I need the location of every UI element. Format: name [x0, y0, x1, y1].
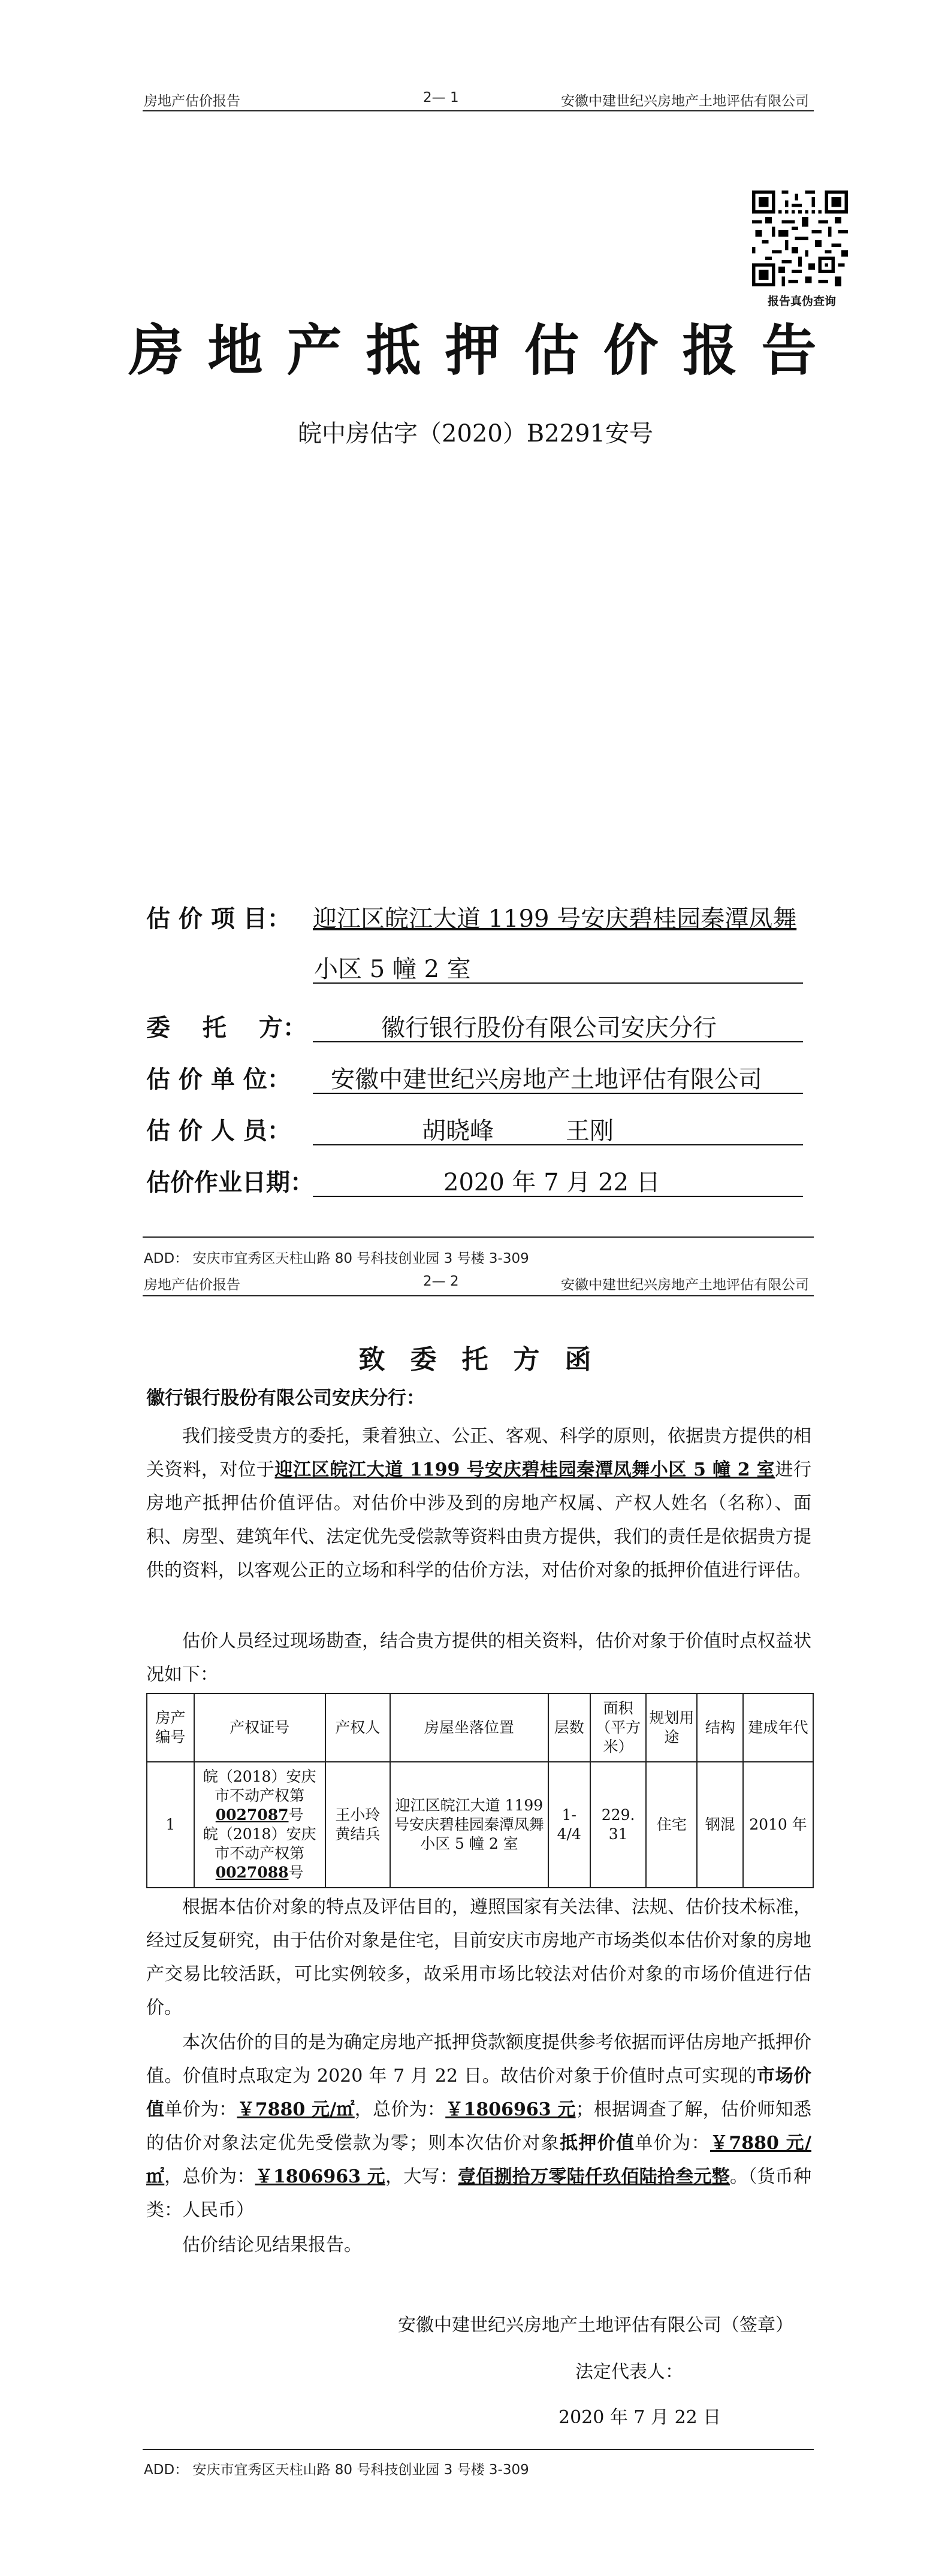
client-value: 徽行银行股份有限公司安庆分行 — [381, 1014, 717, 1042]
footer-address: ADD： 安庆市宜秀区天柱山路 80 号科技创业园 3 号楼 3-309 — [144, 2462, 529, 2478]
mortgage-total-uppercase: 壹佰捌拾万零陆仟玖佰陆拾叁元整 — [458, 2166, 730, 2187]
cert-suffix-1: 号 — [288, 1806, 304, 1824]
th-use: 规划用途 — [646, 1694, 697, 1762]
work-date-value: 2020 年 7 月 22 日 — [443, 1169, 660, 1196]
project-label: 估 价 项 目： — [146, 905, 291, 933]
th-floors: 层数 — [548, 1694, 590, 1762]
th-built: 建成年代 — [743, 1694, 813, 1762]
th-area: 面积（平方米） — [590, 1694, 647, 1762]
footer-rule — [143, 1236, 814, 1238]
p4-uppercase-label: ，大写： — [385, 2166, 458, 2187]
p4-unit-label: 单价为： — [164, 2099, 237, 2120]
cell-floors: 1-4/4 — [548, 1762, 590, 1888]
salutation: 徽行银行股份有限公司安庆分行： — [146, 1387, 425, 1409]
cert-line-2: 皖（2018）安庆市不动产权第 — [203, 1825, 316, 1862]
header-left: 房地产估价报告 — [144, 93, 240, 109]
qr-label: 报告真伪查询 — [767, 295, 836, 308]
p3-text: 根据本估价对象的特点及评估目的，遵照国家有关法律、法规、估价技术标准，经过反复研究，由于估价对象是住宅，目前安庆市房地产市场类似本估价对象的房地产交易比较活跃，可比实例较多，故采用市场比较法对估价对象的市场价值进行估价。 — [146, 1897, 811, 2018]
p4-currency: 。（货币种类：人民币） — [146, 2166, 812, 2221]
cert-number-2: 0027088 — [215, 1864, 289, 1881]
header-right: 安徽中建世纪兴房地产土地评估有限公司 — [561, 1277, 809, 1293]
cell-cert — [194, 1762, 325, 1888]
header-left: 房地产估价报告 — [144, 1277, 240, 1293]
project-underline — [313, 982, 803, 984]
th-owner: 产权人 — [325, 1694, 390, 1762]
appraiser-unit-label: 估 价 单 位： — [146, 1066, 291, 1093]
cell-owners: 王小玲 黄结兵 — [325, 1762, 390, 1888]
header-rule — [143, 110, 814, 111]
project-value-line1: 迎江区皖江大道 1199 号安庆碧桂园秦潭凤舞 — [313, 905, 797, 933]
market-total-price: ￥1806963 元 — [445, 2099, 576, 2120]
appraiser-unit-value: 安徽中建世纪兴房地产土地评估有限公司 — [331, 1066, 762, 1093]
letter-title: 致委托方函 — [358, 1344, 617, 1375]
market-unit-price: ￥7880 元/㎡ — [237, 2099, 355, 2120]
mortgage-value-label: 抵押价值 — [560, 2133, 635, 2154]
th-structure: 结构 — [697, 1694, 743, 1762]
p2-text: 估价人员经过现场勘查，结合贵方提供的相关资料，估价对象于价值时点权益状况如下： — [146, 1631, 811, 1685]
cert-line-1: 皖（2018）安庆市不动产权第 — [203, 1768, 316, 1804]
table-header-row — [147, 1694, 813, 1762]
header-rule — [143, 1295, 814, 1296]
header-page-number: 2— 1 — [423, 90, 459, 105]
mortgage-unit-price: ￥7880 元/㎡ — [146, 2133, 811, 2187]
cell-area: 229. 31 — [590, 1762, 647, 1888]
mortgage-total-price: ￥1806963 元 — [255, 2166, 385, 2187]
property-table — [146, 1693, 814, 1888]
p1-intro: 我们接受贵方的委托，秉着独立、公正、客观、科学的原则，依据贵方提供的相关资料，对位于 — [146, 1426, 811, 1480]
appraiser-unit-underline — [313, 1093, 803, 1094]
th-location: 房屋坐落位置 — [390, 1694, 548, 1762]
p1-rest: 进行房地产抵押估价值评估。对估价中涉及到的房地产权属、产权人姓名（名称）、面积、房型、建筑年代、法定优先受偿款等资料由贵方提供，我们的责任是依据贵方提供的资料，以客观公正的立场和科学的估价方法，对估价对象的抵押价值进行评估。 — [146, 1459, 812, 1581]
document-number: 皖中房估字（2020）B2291安号 — [298, 420, 653, 448]
p4-unit-label-2: 单价为： — [635, 2133, 710, 2154]
header-right: 安徽中建世纪兴房地产土地评估有限公司 — [561, 93, 809, 109]
project-value-line2: 小区 5 幢 2 室 — [314, 956, 471, 983]
p4-total-label: ，总价为： — [354, 2099, 446, 2120]
cell-location: 迎江区皖江大道 1199 号安庆碧桂园秦潭凤舞小区 5 幢 2 室 — [390, 1762, 548, 1888]
p5-text: 估价结论见结果报告。 — [182, 2235, 362, 2255]
header-page-number: 2— 2 — [423, 1274, 459, 1289]
appraisers-underline — [313, 1144, 803, 1145]
client-label: 委 托 方： — [146, 1014, 307, 1042]
cert-number-1: 0027087 — [215, 1806, 289, 1824]
footer-rule — [143, 2449, 814, 2450]
work-date-underline — [313, 1196, 803, 1197]
client-underline — [313, 1041, 803, 1042]
signature-representative: 法定代表人： — [575, 2362, 683, 2383]
signature-company: 安徽中建世纪兴房地产土地评估有限公司（签章） — [398, 2315, 793, 2336]
th-property-no: 房产编号 — [147, 1694, 194, 1762]
cert-suffix-2: 号 — [288, 1864, 304, 1881]
cell-built: 2010 年 — [743, 1762, 813, 1888]
appraisers-label: 估 价 人 员： — [146, 1117, 291, 1145]
paragraph-1 — [146, 1420, 811, 1588]
signature-date: 2020 年 7 月 22 日 — [558, 2407, 721, 2428]
report-title: 房地产抵押估价报告 — [128, 318, 841, 383]
paragraph-3 — [146, 1891, 811, 2025]
p4-total-label-2: ，总价为： — [164, 2166, 255, 2187]
paragraph-4 — [146, 2026, 811, 2227]
p1-property-address: 迎江区皖江大道 1199 号安庆碧桂园秦潭凤舞小区 5 幢 2 室 — [274, 1459, 775, 1480]
footer-address: ADD： 安庆市宜秀区天柱山路 80 号科技创业园 3 号楼 3-309 — [144, 1251, 529, 1266]
cell-use: 住宅 — [646, 1762, 697, 1888]
p4-middle: ；根据调查了解，估价师知悉的估价对象法定优先受偿款为零；则本次估价对象 — [146, 2099, 812, 2154]
work-date-label: 估价作业日期： — [146, 1169, 314, 1196]
appraisers-value: 胡晓峰 王刚 — [422, 1117, 614, 1145]
p4-intro: 本次估价的目的是为确定房地产抵押贷款额度提供参考依据而评估房地产抵押价值。价值时点取定为 2020 年 7 月 22 日。故估价对象于价值时点可实现的 — [146, 2032, 811, 2087]
cell-structure: 钢混 — [697, 1762, 743, 1888]
th-cert-no: 产权证号 — [194, 1694, 325, 1762]
paragraph-5 — [146, 2229, 811, 2262]
market-value-label: 市场价值 — [146, 2066, 812, 2120]
paragraph-2 — [146, 1625, 811, 1692]
qr-code-icon[interactable] — [752, 191, 848, 286]
table-row — [147, 1762, 813, 1888]
cell-no: 1 — [147, 1762, 194, 1888]
